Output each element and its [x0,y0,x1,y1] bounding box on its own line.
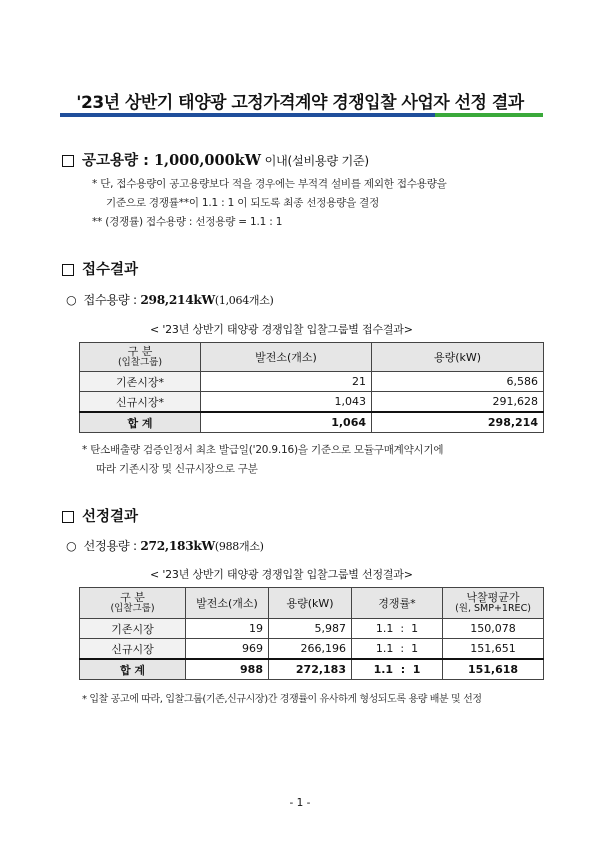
bullet-label: 선정용량 : [83,539,141,553]
note-line-5: 따라 기존시장 및 신규시장으로 구분 [96,463,258,475]
application-capacity-value: 298,214kW [140,293,215,307]
header-subtext: (원, SMP+1REC) [455,603,531,614]
table-row [80,372,544,392]
cell-capacity: 6,586 [372,372,544,392]
header-capacity: 용량(kW) [269,588,352,619]
checkbox-square-icon [62,155,74,167]
application-results-table [79,342,544,433]
header-text: 낙찰평균가 [466,591,520,604]
total-ratio: 1.1 : 1 [352,659,443,680]
header-ratio: 경쟁률* [352,588,443,619]
note-line-2: 기준으로 경쟁률**이 1.1 : 1 이 되도록 최종 선정용량을 결정 [106,197,380,209]
total-label: 합 계 [80,659,186,680]
table-header-row [80,588,544,619]
total-plants: 1,064 [201,412,372,433]
table-row [80,619,544,639]
section-announced-capacity [62,149,369,170]
page-number: - 1 - [289,797,311,809]
cell-capacity: 5,987 [269,619,352,639]
cell-capacity: 266,196 [269,639,352,660]
table-caption: < '23년 상반기 태양광 경쟁입찰 입찰그룹별 선정결과> [150,568,413,581]
cell-ratio: 1.1 : 1 [352,619,443,639]
table-header-row [80,343,544,372]
title-underline-blue [60,113,435,117]
header-text: 구 분 [120,591,145,604]
header-group [80,343,201,372]
total-capacity: 298,214 [372,412,544,433]
row-label: 신규시장 [80,639,186,660]
table-row [80,392,544,413]
row-label: 신규시장* [80,392,201,413]
total-plants: 988 [186,659,269,680]
total-price: 151,618 [443,659,544,680]
bullet-label: 접수용량 : [83,293,141,307]
selection-results-table [79,587,544,680]
row-label: 기존시장* [80,372,201,392]
total-label: 합 계 [80,412,201,433]
total-capacity: 272,183 [269,659,352,680]
section-application-results [62,258,138,279]
header-text: 구 분 [127,345,153,358]
header-price [443,588,544,619]
cell-price: 151,651 [443,639,544,660]
cell-plants: 969 [186,639,269,660]
row-label: 기존시장 [80,619,186,639]
section-label: 공고용량 [82,153,139,169]
checkbox-square-icon [62,511,74,523]
header-capacity: 용량(kW) [372,343,544,372]
note-line-1: * 단, 접수용량이 공고용량보다 적을 경우에는 부적격 설비를 제외한 접수용량을 [92,178,447,190]
application-count: (1,064개소) [214,294,274,307]
selection-count: (988개소) [214,540,264,553]
cell-price: 150,078 [443,619,544,639]
note-line-4: * 탄소배출량 검증인정서 최초 발급일('20.9.16)을 기준으로 모듈구매계약시기에 [82,444,444,456]
cell-capacity: 291,628 [372,392,544,413]
title-underline-green [435,113,543,117]
announced-capacity-value: 1,000,000kW [153,152,261,169]
note-line-6: * 입찰 공고에 따라, 입찰그룹(기존,신규시장)간 경쟁률이 유사하게 형성되도록 용량 배분 및 선정 [82,694,482,705]
application-capacity-line [66,291,274,308]
announced-capacity-note: 이내(설비용량 기준) [261,154,369,168]
cell-plants: 1,043 [201,392,372,413]
section-selection-results [62,505,138,526]
selection-capacity-line [66,537,264,554]
section-heading: 접수결과 [82,262,139,278]
cell-plants: 21 [201,372,372,392]
table-total-row [80,659,544,680]
page-title: '23년 상반기 태양광 고정가격계약 경쟁입찰 사업자 선정 결과 [76,93,524,113]
checkbox-square-icon [62,264,74,276]
selection-capacity-value: 272,183kW [140,539,215,553]
header-subtext: (입찰그룹) [110,603,155,614]
table-total-row [80,412,544,433]
header-subtext: (입찰그룹) [117,357,163,368]
header-group [80,588,186,619]
note-line-3: ** (경쟁률) 접수용량 : 선정용량 = 1.1 : 1 [92,216,283,228]
colon: : [138,153,154,169]
table-caption: < '23년 상반기 태양광 경쟁입찰 입찰그룹별 접수결과> [150,323,413,336]
circle-bullet-icon: ○ [66,293,77,307]
circle-bullet-icon: ○ [66,539,77,553]
cell-plants: 19 [186,619,269,639]
cell-ratio: 1.1 : 1 [352,639,443,660]
table-row [80,639,544,660]
header-plants: 발전소(개소) [186,588,269,619]
section-heading: 선정결과 [82,509,139,525]
header-plants: 발전소(개소) [201,343,372,372]
